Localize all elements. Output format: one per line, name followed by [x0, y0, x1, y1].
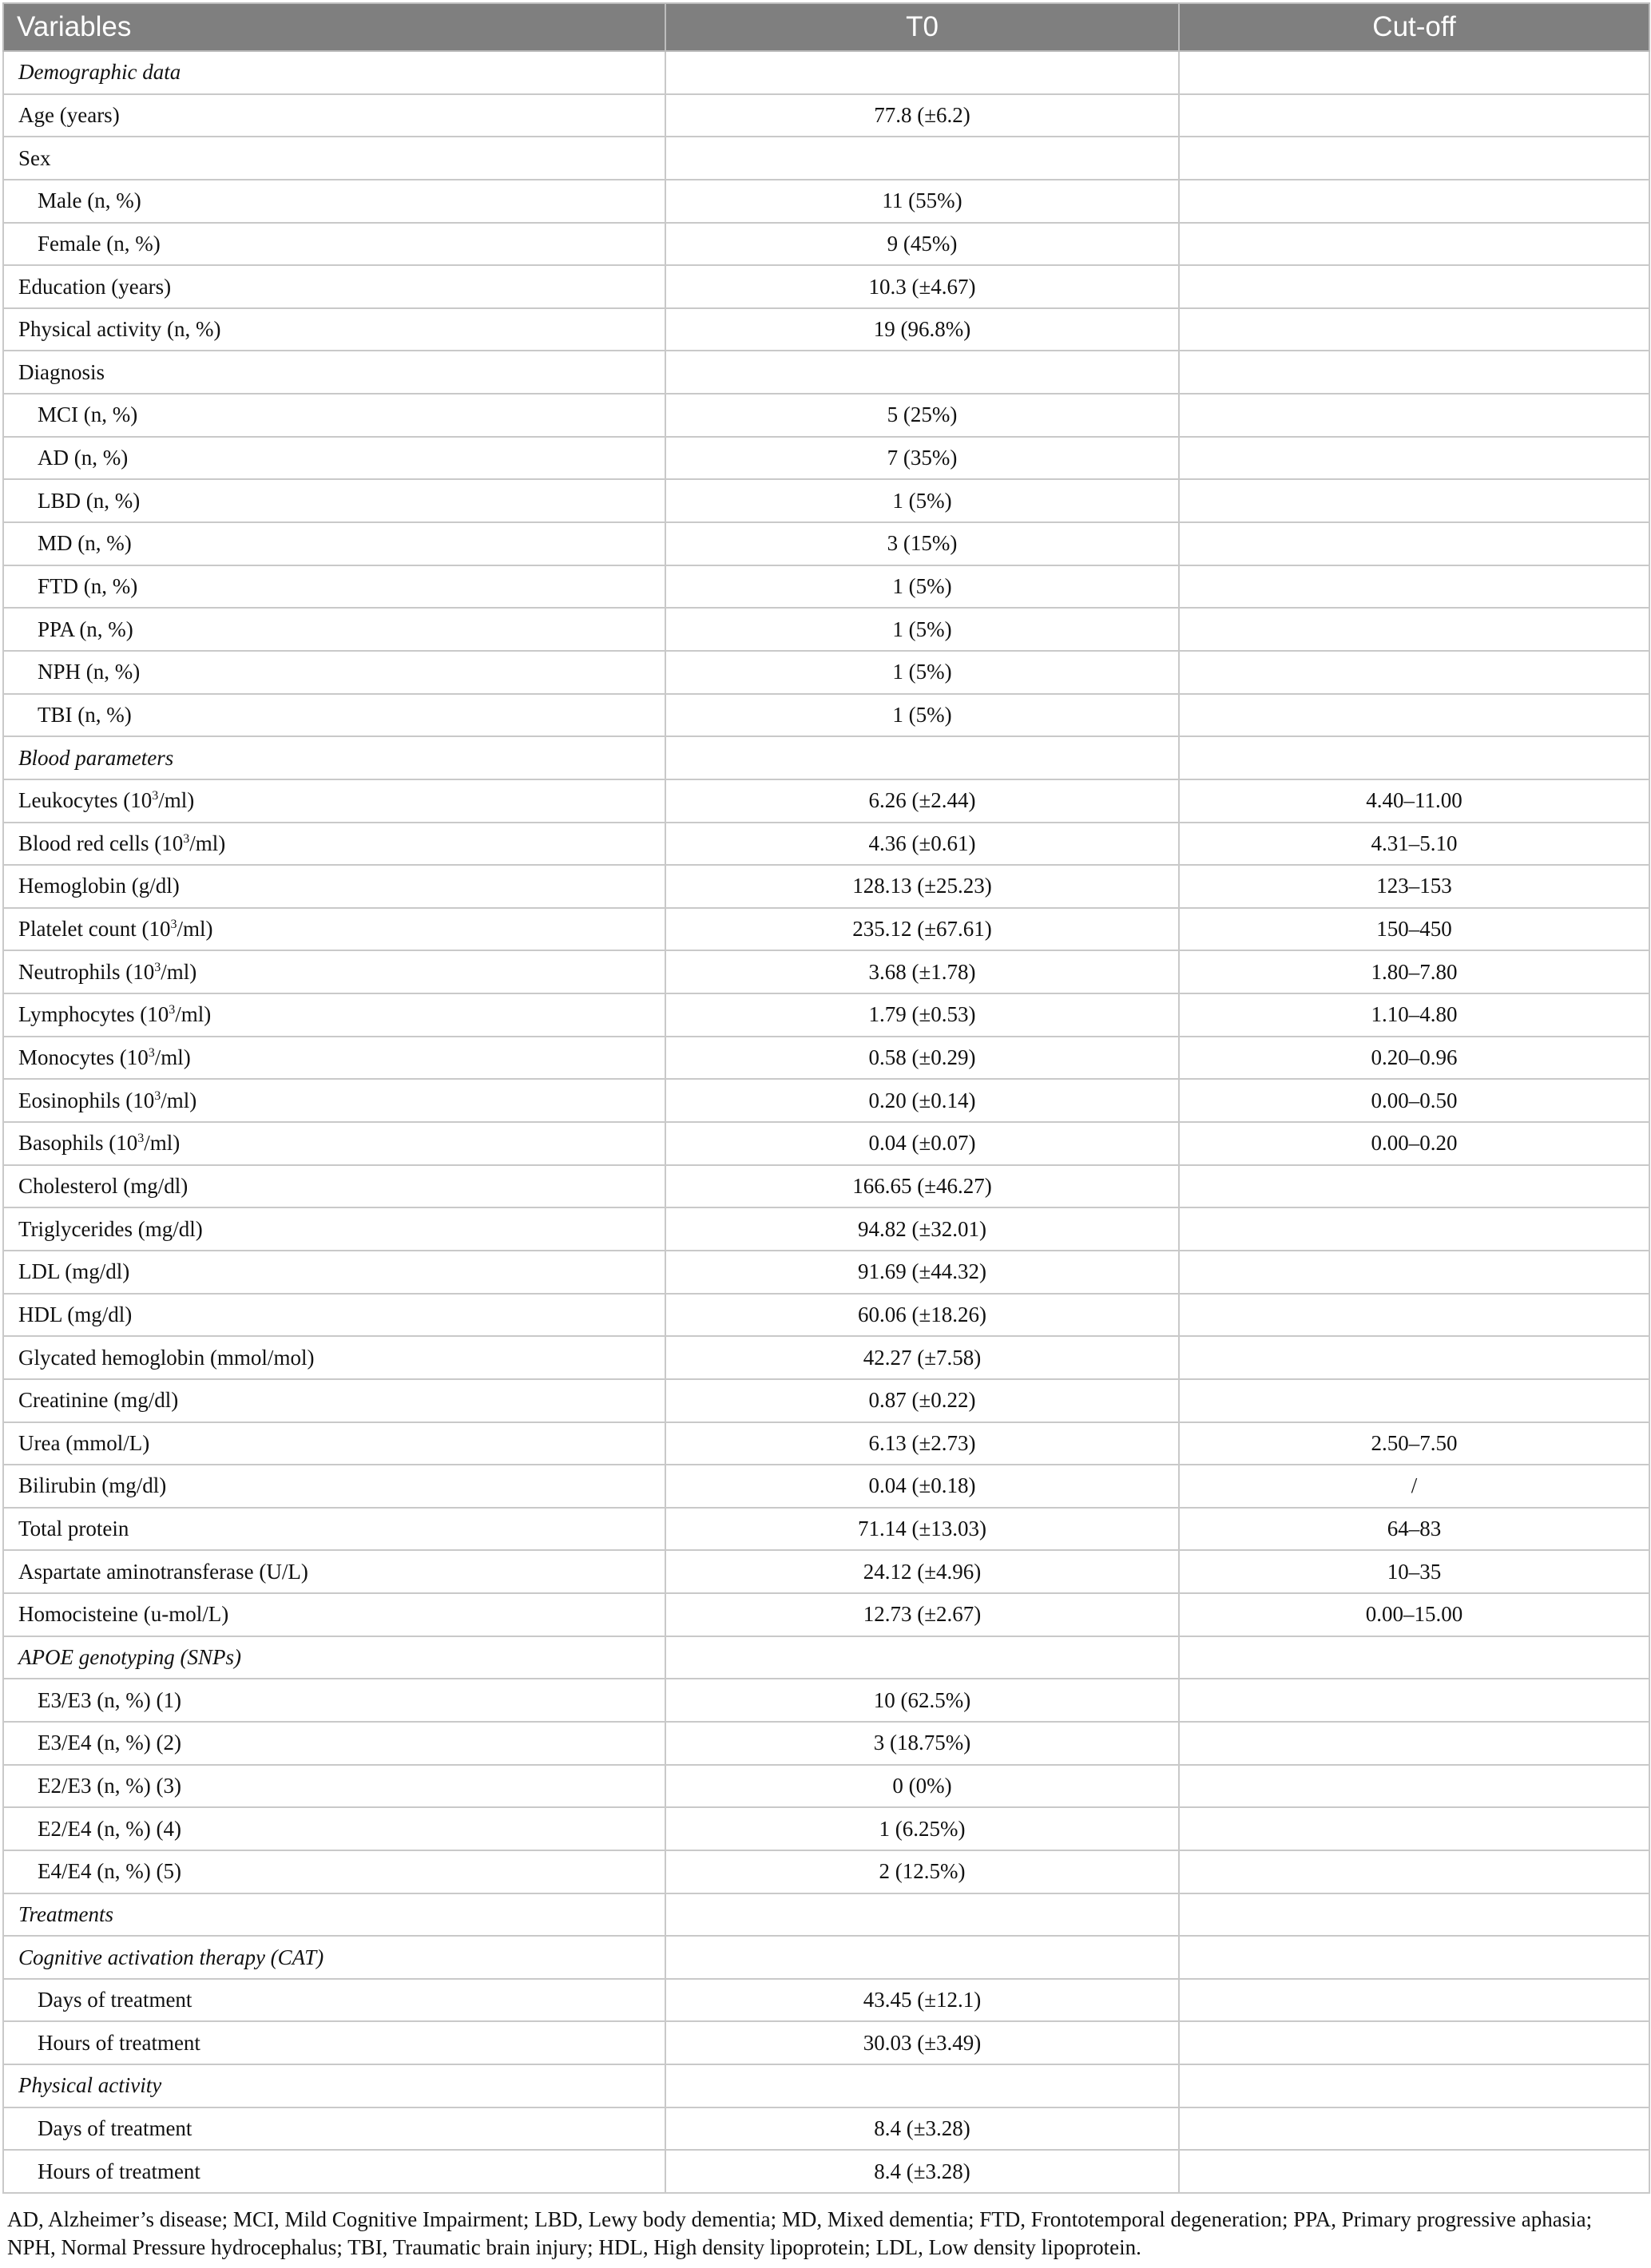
variable-label: AD (n, %) [38, 446, 129, 470]
variable-label: Sex [18, 145, 51, 170]
table-row [3, 522, 1649, 565]
variable-label: HDL (mg/dl) [18, 1302, 133, 1326]
variable-cell [3, 1508, 665, 1551]
t0-value-cell: 91.69 (±44.32) [665, 1251, 1179, 1294]
variable-label: E2/E4 (n, %) (4) [38, 1816, 181, 1841]
variable-label: Aspartate aminotransferase (U/L) [18, 1559, 308, 1584]
variable-label: TBI (n, %) [38, 702, 132, 727]
table-row [3, 1893, 1649, 1937]
header-cutoff: Cut-off [1179, 3, 1649, 51]
variable-cell [3, 1765, 665, 1808]
variable-cell [3, 1593, 665, 1636]
t0-value-cell: 1 (6.25%) [665, 1807, 1179, 1850]
cutoff-value-cell [1179, 1165, 1649, 1208]
variable-cell [3, 522, 665, 565]
t0-value-cell: 30.03 (±3.49) [665, 2021, 1179, 2064]
variable-cell [3, 736, 665, 779]
t0-value-cell: 8.4 (±3.28) [665, 2107, 1179, 2151]
variable-label: APOE genotyping (SNPs) [18, 1645, 241, 1670]
table-row [3, 1122, 1649, 1165]
t0-value-cell: 235.12 (±67.61) [665, 908, 1179, 951]
t0-value-cell: 0.20 (±0.14) [665, 1079, 1179, 1122]
cutoff-value-cell [1179, 265, 1649, 308]
variable-cell [3, 265, 665, 308]
t0-value-cell [665, 351, 1179, 394]
variable-cell [3, 1465, 665, 1508]
table-row [3, 1593, 1649, 1636]
t0-value-cell: 19 (96.8%) [665, 308, 1179, 351]
table-row [3, 651, 1649, 694]
table-row [3, 823, 1649, 866]
variable-cell [3, 1336, 665, 1379]
variable-cell [3, 608, 665, 651]
table-row [3, 137, 1649, 180]
t0-value-cell: 94.82 (±32.01) [665, 1207, 1179, 1251]
unit-suffix: /ml) [175, 1002, 212, 1027]
table-row [3, 2064, 1649, 2107]
cutoff-value-cell: 2.50–7.50 [1179, 1422, 1649, 1465]
variable-label: MCI (n, %) [38, 402, 138, 427]
variable-label: PPA (n, %) [38, 617, 133, 641]
header-variables: Variables [3, 3, 665, 51]
table-row [3, 1765, 1649, 1808]
cutoff-value-cell [1179, 479, 1649, 522]
variable-label: Physical activity (n, %) [18, 317, 221, 342]
table-row [3, 1422, 1649, 1465]
table-row [3, 1037, 1649, 1080]
cutoff-value-cell: 0.00–0.50 [1179, 1079, 1649, 1122]
cutoff-value-cell [1179, 1336, 1649, 1379]
variable-cell [3, 1979, 665, 2022]
variable-label: Platelet count (10 [18, 917, 171, 942]
variable-label: LDL (mg/dl) [18, 1259, 130, 1284]
variable-label: Leukocytes (10 [18, 788, 153, 813]
t0-value-cell [665, 137, 1179, 180]
variable-label: Monocytes (10 [18, 1045, 149, 1070]
variable-label: Blood red cells (10 [18, 831, 184, 855]
table-row [3, 94, 1649, 137]
cutoff-value-cell [1179, 694, 1649, 737]
cutoff-value-cell [1179, 2107, 1649, 2151]
cutoff-value-cell [1179, 137, 1649, 180]
variable-cell [3, 865, 665, 908]
variable-label: Eosinophils (10 [18, 1088, 155, 1112]
unit-superscript: 3 [154, 1088, 161, 1103]
table-row [3, 2107, 1649, 2151]
t0-value-cell: 0 (0%) [665, 1765, 1179, 1808]
variable-label: Basophils (10 [18, 1131, 138, 1156]
variable-label: Total protein [18, 1517, 129, 1541]
variable-label: Triglycerides (mg/dl) [18, 1216, 203, 1241]
cutoff-value-cell [1179, 2021, 1649, 2064]
variable-cell [3, 950, 665, 993]
table-row [3, 479, 1649, 522]
variable-label: Hemoglobin (g/dl) [18, 874, 180, 898]
variable-cell [3, 2150, 665, 2193]
unit-suffix: /ml) [177, 917, 213, 942]
table-row [3, 51, 1649, 94]
t0-value-cell: 10.3 (±4.67) [665, 265, 1179, 308]
variable-label: Diagnosis [18, 359, 105, 384]
variable-cell [3, 2021, 665, 2064]
variable-cell [3, 1379, 665, 1422]
variable-cell [3, 137, 665, 180]
cutoff-value-cell [1179, 1807, 1649, 1850]
data-table [2, 2, 1650, 2194]
table-row [3, 2021, 1649, 2064]
variable-cell [3, 1936, 665, 1979]
variable-label: Creatinine (mg/dl) [18, 1388, 179, 1413]
t0-value-cell: 128.13 (±25.23) [665, 865, 1179, 908]
unit-superscript: 3 [183, 831, 190, 846]
cutoff-value-cell [1179, 1722, 1649, 1765]
variable-label: Lymphocytes (10 [18, 1002, 169, 1027]
t0-value-cell: 1 (5%) [665, 479, 1179, 522]
variable-cell [3, 1251, 665, 1294]
cutoff-value-cell [1179, 1850, 1649, 1893]
cutoff-value-cell [1179, 1893, 1649, 1937]
cutoff-value-cell [1179, 394, 1649, 437]
variable-cell [3, 2064, 665, 2107]
variable-cell [3, 394, 665, 437]
variable-label: Neutrophils (10 [18, 959, 155, 984]
t0-value-cell: 1 (5%) [665, 565, 1179, 609]
t0-value-cell: 4.36 (±0.61) [665, 823, 1179, 866]
variable-cell [3, 1122, 665, 1165]
variable-label: Homocisteine (u-mol/L) [18, 1602, 229, 1627]
t0-value-cell [665, 1936, 1179, 1979]
cutoff-value-cell [1179, 94, 1649, 137]
unit-superscript: 3 [154, 960, 161, 974]
t0-value-cell: 43.45 (±12.1) [665, 1979, 1179, 2022]
variable-cell [3, 1207, 665, 1251]
variable-label: Blood parameters [18, 745, 174, 770]
variable-label: Glycated hemoglobin (mmol/mol) [18, 1345, 315, 1370]
t0-value-cell: 7 (35%) [665, 437, 1179, 480]
variable-cell [3, 1893, 665, 1937]
t0-value-cell: 3 (18.75%) [665, 1722, 1179, 1765]
cutoff-value-cell [1179, 2150, 1649, 2193]
variable-cell [3, 51, 665, 94]
cutoff-value-cell [1179, 1251, 1649, 1294]
variable-label: E3/E3 (n, %) (1) [38, 1687, 181, 1712]
variable-cell [3, 908, 665, 951]
unit-suffix: /ml) [144, 1131, 181, 1156]
t0-value-cell [665, 2064, 1179, 2107]
variable-label: LBD (n, %) [38, 488, 141, 513]
variable-label: Male (n, %) [38, 188, 141, 213]
variable-label: Female (n, %) [38, 231, 161, 256]
table-row [3, 1207, 1649, 1251]
table-row [3, 1850, 1649, 1893]
variable-cell [3, 1550, 665, 1593]
unit-superscript: 3 [170, 918, 177, 932]
table-row [3, 565, 1649, 609]
header-t0: T0 [665, 3, 1179, 51]
cutoff-value-cell [1179, 1379, 1649, 1422]
cutoff-value-cell [1179, 608, 1649, 651]
variable-label: Days of treatment [38, 2116, 192, 2141]
t0-value-cell: 6.26 (±2.44) [665, 779, 1179, 823]
table-row [3, 1079, 1649, 1122]
variable-cell [3, 779, 665, 823]
table-row [3, 608, 1649, 651]
cutoff-value-cell: 0.00–0.20 [1179, 1122, 1649, 1165]
footnote-block [2, 2206, 1649, 2262]
cutoff-value-cell [1179, 351, 1649, 394]
variable-cell [3, 180, 665, 223]
cutoff-value-cell [1179, 1207, 1649, 1251]
table-row [3, 1465, 1649, 1508]
cutoff-value-cell [1179, 51, 1649, 94]
t0-value-cell: 166.65 (±46.27) [665, 1165, 1179, 1208]
table-row [3, 265, 1649, 308]
t0-value-cell: 60.06 (±18.26) [665, 1294, 1179, 1337]
table-row [3, 993, 1649, 1037]
variable-cell [3, 94, 665, 137]
table-footnote: AD, Alzheimer’s disease; MCI, Mild Cognitive Impairment; LBD, Lewy body dementia; MD, Mixed dementia; FTD, Frontotemporal degeneration; PPA, Primary progressive aphasia; NPH, Normal Pressure hydrocephalus; TBI, Traumatic brain injury; HDL, High density lipoprotein; LDL, Low density lipoprotein. [7, 2207, 1593, 2259]
variable-cell [3, 1165, 665, 1208]
table-row [3, 1550, 1649, 1593]
variable-cell [3, 1850, 665, 1893]
table-header-row [3, 3, 1649, 51]
variable-label: MD (n, %) [38, 531, 132, 556]
variable-label: FTD (n, %) [38, 574, 138, 598]
cutoff-value-cell: 10–35 [1179, 1550, 1649, 1593]
table-row [3, 1722, 1649, 1765]
table-row [3, 223, 1649, 266]
table-row [3, 694, 1649, 737]
table-row [3, 2150, 1649, 2193]
table-row [3, 180, 1649, 223]
variable-cell [3, 993, 665, 1037]
t0-value-cell: 77.8 (±6.2) [665, 94, 1179, 137]
cutoff-value-cell: 64–83 [1179, 1508, 1649, 1551]
cutoff-value-cell [1179, 308, 1649, 351]
table-row [3, 1294, 1649, 1337]
t0-value-cell: 11 (55%) [665, 180, 1179, 223]
variable-label: Hours of treatment [38, 2030, 200, 2055]
variable-cell [3, 1636, 665, 1679]
unit-suffix: /ml) [161, 959, 197, 984]
cutoff-value-cell [1179, 1979, 1649, 2022]
variable-label: Education (years) [18, 274, 172, 299]
variable-label: Bilirubin (mg/dl) [18, 1473, 167, 1498]
table-row [3, 950, 1649, 993]
table-row [3, 908, 1649, 951]
variable-label: Cognitive activation therapy (CAT) [18, 1945, 324, 1969]
t0-value-cell [665, 736, 1179, 779]
variable-label: Physical activity [18, 2073, 162, 2098]
variable-label: Days of treatment [38, 1988, 192, 2012]
table-row [3, 1979, 1649, 2022]
t0-value-cell: 8.4 (±3.28) [665, 2150, 1179, 2193]
cutoff-value-cell: 150–450 [1179, 908, 1649, 951]
table-row [3, 1165, 1649, 1208]
t0-value-cell: 12.73 (±2.67) [665, 1593, 1179, 1636]
variable-cell [3, 437, 665, 480]
variable-cell [3, 1037, 665, 1080]
t0-value-cell: 0.87 (±0.22) [665, 1379, 1179, 1422]
t0-value-cell: 71.14 (±13.03) [665, 1508, 1179, 1551]
variable-label: Demographic data [18, 60, 181, 85]
variable-cell [3, 1722, 665, 1765]
cutoff-value-cell: 4.31–5.10 [1179, 823, 1649, 866]
cutoff-value-cell: 123–153 [1179, 865, 1649, 908]
variable-label: E4/E4 (n, %) (5) [38, 1859, 181, 1884]
variable-label: Treatments [18, 1901, 114, 1926]
table-row [3, 1251, 1649, 1294]
variable-cell [3, 479, 665, 522]
table-body [3, 51, 1649, 2193]
variable-cell [3, 694, 665, 737]
t0-value-cell: 42.27 (±7.58) [665, 1336, 1179, 1379]
table-row [3, 1379, 1649, 1422]
cutoff-value-cell [1179, 180, 1649, 223]
variable-cell [3, 651, 665, 694]
table-row [3, 1336, 1649, 1379]
table-row [3, 394, 1649, 437]
t0-value-cell: 1.79 (±0.53) [665, 993, 1179, 1037]
cutoff-value-cell [1179, 1936, 1649, 1979]
t0-value-cell: 1 (5%) [665, 608, 1179, 651]
variable-label: Age (years) [18, 102, 120, 127]
t0-value-cell [665, 1893, 1179, 1937]
t0-value-cell: 5 (25%) [665, 394, 1179, 437]
cutoff-value-cell: 1.80–7.80 [1179, 950, 1649, 993]
t0-value-cell: 1 (5%) [665, 651, 1179, 694]
t0-value-cell: 6.13 (±2.73) [665, 1422, 1179, 1465]
variable-label: E3/E4 (n, %) (2) [38, 1731, 181, 1755]
variable-cell [3, 2107, 665, 2151]
variable-label: Hours of treatment [38, 2159, 200, 2183]
variable-label: Urea (mmol/L) [18, 1430, 150, 1455]
t0-value-cell: 10 (62.5%) [665, 1679, 1179, 1722]
variable-cell [3, 1422, 665, 1465]
table-row [3, 736, 1649, 779]
cutoff-value-cell [1179, 1765, 1649, 1808]
cutoff-value-cell [1179, 651, 1649, 694]
table-row [3, 865, 1649, 908]
variable-label: Cholesterol (mg/dl) [18, 1173, 189, 1198]
cutoff-value-cell: 4.40–11.00 [1179, 779, 1649, 823]
t0-value-cell: 3 (15%) [665, 522, 1179, 565]
variable-cell [3, 823, 665, 866]
cutoff-value-cell: / [1179, 1465, 1649, 1508]
cutoff-value-cell: 1.10–4.80 [1179, 993, 1649, 1037]
variable-label: E2/E3 (n, %) (3) [38, 1773, 181, 1798]
table-row [3, 1636, 1649, 1679]
variable-cell [3, 1679, 665, 1722]
cutoff-value-cell [1179, 1294, 1649, 1337]
variable-cell [3, 1079, 665, 1122]
table-row [3, 779, 1649, 823]
variable-cell [3, 1294, 665, 1337]
t0-value-cell: 0.58 (±0.29) [665, 1037, 1179, 1080]
table-row [3, 308, 1649, 351]
unit-superscript: 3 [169, 1003, 176, 1017]
unit-suffix: /ml) [189, 831, 226, 855]
t0-value-cell [665, 1636, 1179, 1679]
cutoff-value-cell [1179, 437, 1649, 480]
t0-value-cell: 0.04 (±0.18) [665, 1465, 1179, 1508]
unit-suffix: /ml) [161, 1088, 197, 1112]
cutoff-value-cell [1179, 736, 1649, 779]
cutoff-value-cell: 0.00–15.00 [1179, 1593, 1649, 1636]
table-row [3, 351, 1649, 394]
unit-suffix: /ml) [158, 788, 195, 813]
cutoff-value-cell [1179, 1636, 1649, 1679]
variable-cell [3, 223, 665, 266]
variable-cell [3, 1807, 665, 1850]
t0-value-cell: 2 (12.5%) [665, 1850, 1179, 1893]
t0-value-cell: 3.68 (±1.78) [665, 950, 1179, 993]
table-row [3, 437, 1649, 480]
t0-value-cell: 0.04 (±0.07) [665, 1122, 1179, 1165]
t0-value-cell: 9 (45%) [665, 223, 1179, 266]
unit-superscript: 3 [137, 1132, 145, 1146]
table-row [3, 1807, 1649, 1850]
cutoff-value-cell [1179, 565, 1649, 609]
cutoff-value-cell: 0.20–0.96 [1179, 1037, 1649, 1080]
cutoff-value-cell [1179, 1679, 1649, 1722]
t0-value-cell: 24.12 (±4.96) [665, 1550, 1179, 1593]
variable-label: NPH (n, %) [38, 660, 141, 684]
t0-value-cell: 1 (5%) [665, 694, 1179, 737]
unit-superscript: 3 [148, 1046, 155, 1061]
table-row [3, 1936, 1649, 1979]
table-row [3, 1679, 1649, 1722]
variable-cell [3, 565, 665, 609]
unit-suffix: /ml) [154, 1045, 191, 1070]
unit-superscript: 3 [152, 789, 159, 803]
variable-cell [3, 351, 665, 394]
cutoff-value-cell [1179, 2064, 1649, 2107]
cutoff-value-cell [1179, 223, 1649, 266]
table-row [3, 1508, 1649, 1551]
variable-cell [3, 308, 665, 351]
cutoff-value-cell [1179, 522, 1649, 565]
t0-value-cell [665, 51, 1179, 94]
